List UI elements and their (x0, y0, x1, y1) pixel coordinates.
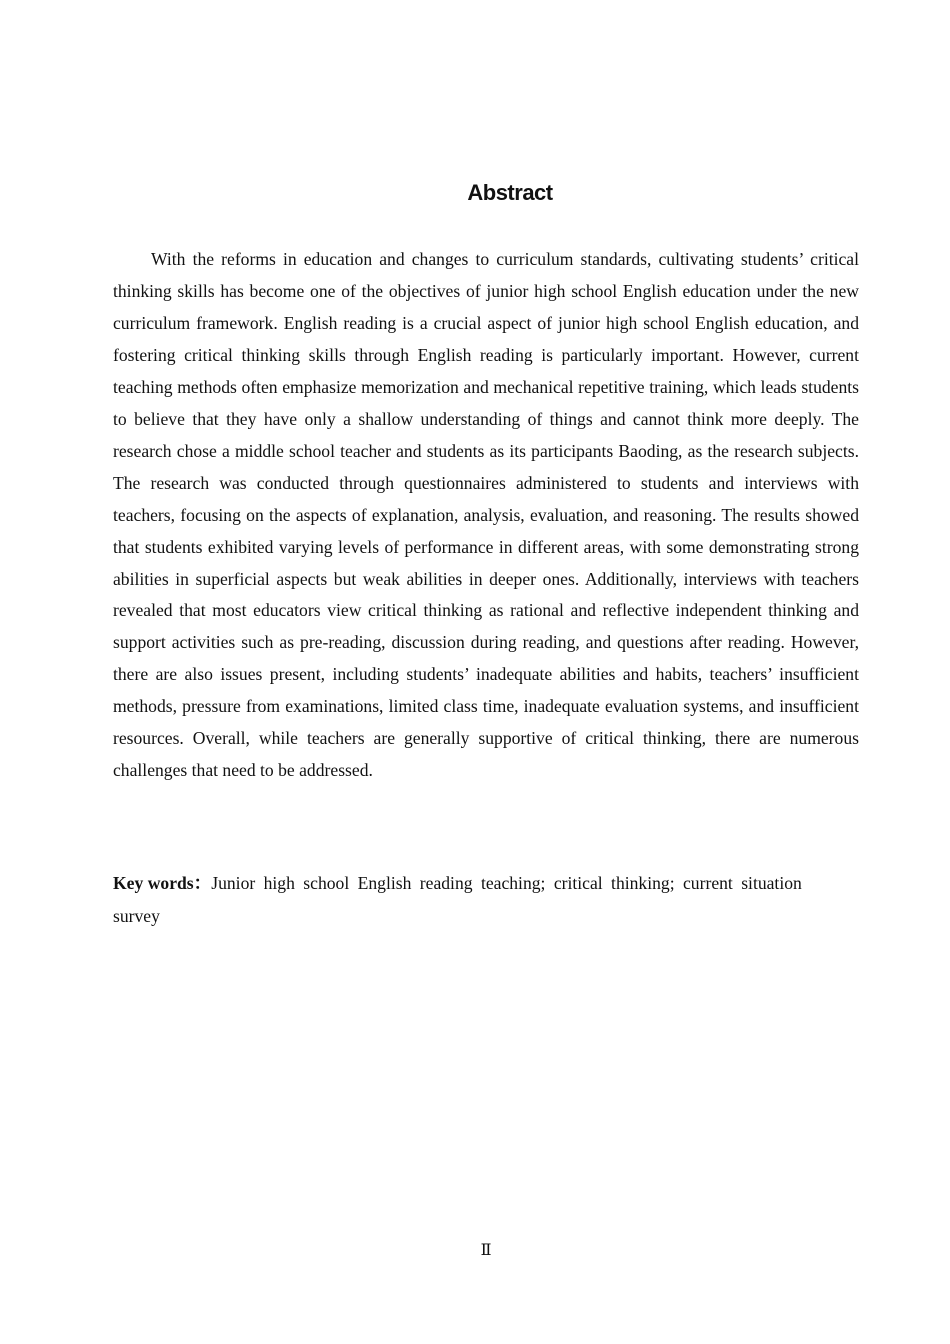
abstract-title: Abstract (467, 180, 553, 205)
keywords-label: Key words： (113, 873, 212, 893)
keywords-line (113, 867, 803, 932)
keywords-text: Junior high school English reading teaching; critical thinking; current situation survey (113, 873, 802, 926)
page-number: Ⅱ (480, 1242, 492, 1259)
abstract-body-paragraph: With the reforms in education and changes to curriculum standards, cultivating students’ critical thinking skills has become one of the objectives of junior high school English education under the new curriculum framework. English reading is a crucial aspect of junior high school English education, and fostering critical thinking skills through English reading is particularly important. However, current teaching methods often emphasize memorization and mechanical repetitive training, which leads students to believe that they have only a shallow understanding of things and cannot think more deeply. The research chose a middle school teacher and students as its participants Baoding, as the research subjects. The research was conducted through questionnaires administered to students and interviews with teachers, focusing on the aspects of explanation, analysis, evaluation, and reasoning. The results showed that students exhibited varying levels of performance in different areas, with some demonstrating strong abilities in superficial aspects but weak abilities in deeper ones. Additionally, interviews with teachers revealed that most educators view critical thinking as rational and reflective independent thinking and support activities such as pre-reading, discussion during reading, and questions after reading. However, there are also issues present, including students’ inadequate abilities and habits, teachers’ insufficient methods, pressure from examinations, limited class time, inadequate evaluation systems, and insufficient resources. Overall, while teachers are generally supportive of critical thinking, there are numerous challenges that need to be addressed. (113, 249, 859, 781)
